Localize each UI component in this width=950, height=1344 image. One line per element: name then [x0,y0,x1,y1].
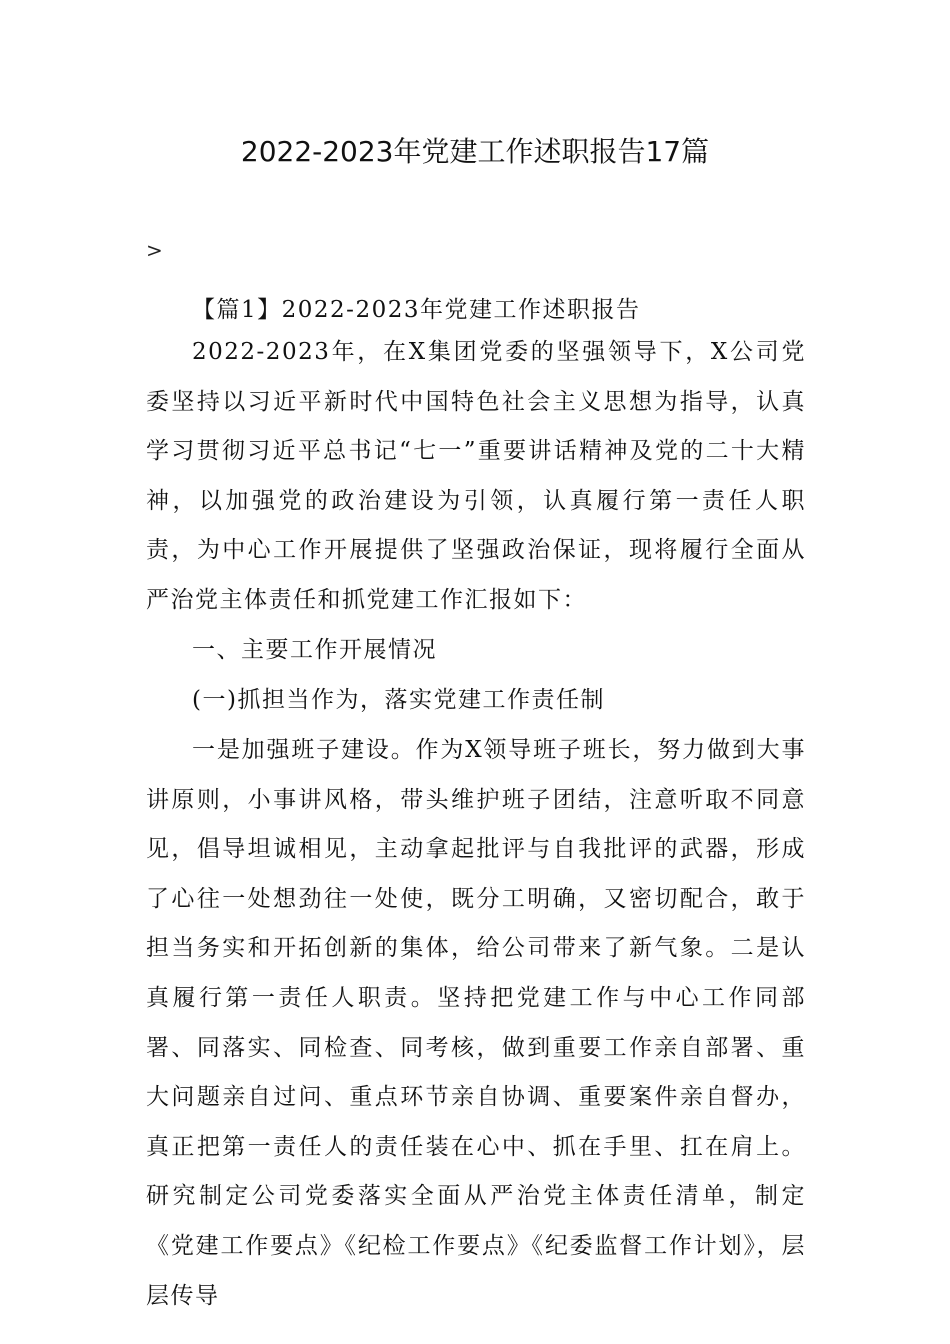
marker-symbol: > [146,238,163,262]
heading-main-work: 一、主要工作开展情况 [192,637,437,663]
paragraph-intro: 2022-2023年，在X集团党委的坚强领导下，X公司党委坚持以习近平新时代中国特色社会主义思想为指导，认真学习贯彻习近平总书记“七一”重要讲话精神及党的二十大精神，以加强党的政治建设为引领，认真履行第一责任人职责，为中心工作开展提供了坚强政治保证，现将履行全面从严治党主体责任和抓党建工作汇报如下： [146,339,806,613]
paragraph-team-building: 一是加强班子建设。作为X领导班子班长，努力做到大事讲原则，小事讲风格，带头维护班子团结，注意听取不同意见，倡导坦诚相见，主动拿起批评与自我批评的武器，形成了心往一处想劲往一处使，既分工明确，又密切配合，敢于担当务实和开拓创新的集体，给公司带来了新气象。二是认真履行第一责任人职责。坚持把党建工作与中心工作同部署、同落实、同检查、同考核，做到重要工作亲自部署、重大问题亲自过问、重点环节亲自协调、重要案件亲自督办，真正把第一责任人的责任装在心中、抓在手里、扛在肩上。研究制定公司党委落实全面从严治党主体责任清单，制定《党建工作要点》《纪检工作要点》《纪委监督工作计划》，层层传导 [146,737,806,1309]
document-title: 2022-2023年党建工作述职报告17篇 [240,135,710,168]
section-heading: 【篇1】2022-2023年党建工作述职报告 [192,297,641,323]
subheading-responsibility: (一)抓担当作为，落实党建工作责任制 [192,687,605,713]
